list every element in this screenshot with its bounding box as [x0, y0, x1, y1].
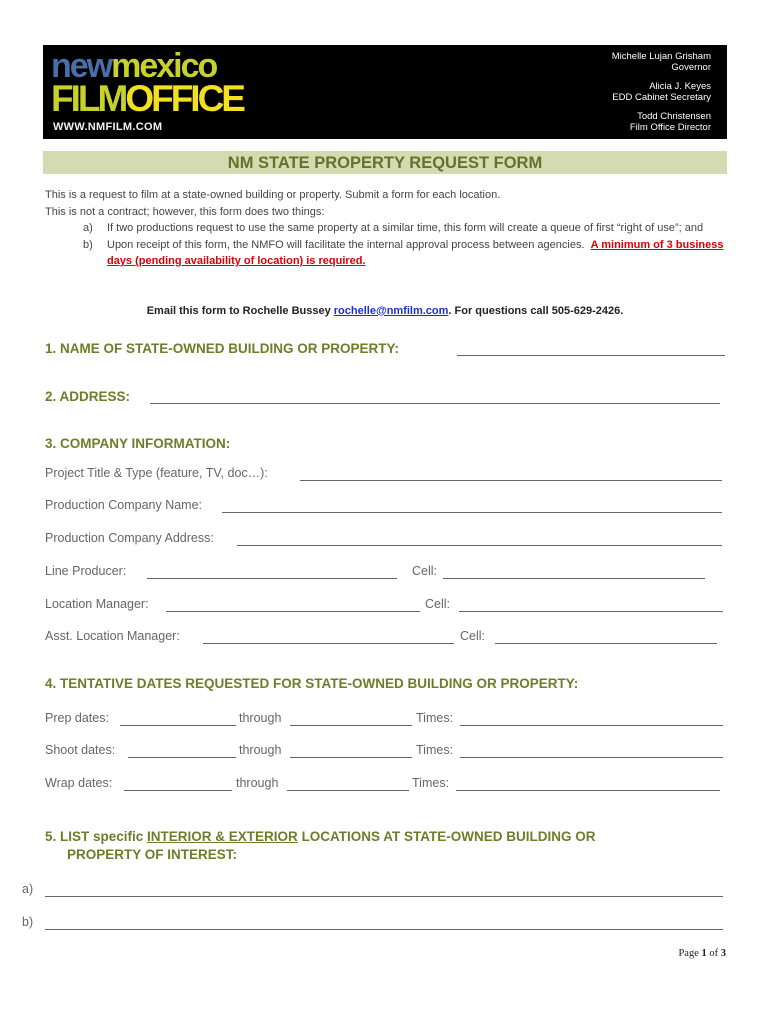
section-5-heading: 5. LIST specific INTERIOR & EXTERIOR LOCATIONS AT STATE-OWNED BUILDING OR PROPERTY OF INTEREST:: [45, 829, 596, 862]
wrap-times-field[interactable]: [456, 778, 720, 791]
minimum-notice: A minimum of 3 business days (pending availability of location) is required.: [107, 238, 724, 267]
section-2-heading: 2. ADDRESS:: [45, 389, 131, 404]
location-a-label: a): [22, 882, 34, 896]
wrap-end-field[interactable]: [287, 778, 409, 791]
page-number: Page 1 of 3: [678, 948, 726, 959]
logo-line2: FILMOFFICE: [51, 78, 243, 119]
prep-times-label: Times:: [416, 711, 454, 725]
shoot-times-field[interactable]: [460, 745, 723, 758]
shoot-times-label: Times:: [416, 743, 454, 757]
official-film-director: Todd Christensen Film Office Director: [629, 111, 711, 133]
address-field[interactable]: [150, 391, 720, 404]
location-manager-cell-field[interactable]: [459, 599, 723, 612]
shoot-dates-label: Shoot dates:: [45, 743, 116, 757]
form-title: NM STATE PROPERTY REQUEST FORM: [43, 151, 727, 174]
production-company-label: Production Company Name:: [45, 498, 203, 512]
line-producer-label: Line Producer:: [45, 564, 127, 578]
logo-line1: newmexico: [51, 47, 217, 85]
location-b-field[interactable]: [45, 917, 723, 930]
intro-line1: This is a request to film at a state-owned building or property. Submit a form for each location.: [45, 189, 501, 201]
location-a-field[interactable]: [45, 884, 723, 897]
nm-film-office-logo: [51, 47, 243, 135]
intro-line2: This is not a contract; however, this form does two things:: [45, 205, 325, 218]
asst-location-manager-field[interactable]: [203, 631, 454, 644]
email-link[interactable]: rochelle@nmfilm.com: [333, 305, 449, 317]
shoot-through-label: through: [239, 743, 282, 757]
wrap-times-label: Times:: [412, 776, 450, 790]
prep-through-label: through: [239, 711, 282, 725]
intro-item-b: b) Upon receipt of this form, the NMFO will facilitate the internal approval process between agencies. A minimum of 3 business days (pending availability of location) is required.: [83, 238, 724, 267]
line-producer-field[interactable]: [147, 566, 397, 579]
project-title-label: Project Title & Type (feature, TV, doc…):: [45, 466, 268, 480]
property-name-field[interactable]: [457, 343, 725, 356]
prep-end-field[interactable]: [290, 713, 412, 726]
section-1-heading: 1. NAME OF STATE-OWNED BUILDING OR PROPERTY:: [45, 341, 399, 356]
location-manager-cell-label: Cell:: [425, 597, 451, 611]
location-b-label: b): [22, 915, 34, 929]
shoot-end-field[interactable]: [290, 745, 412, 758]
production-company-field[interactable]: [222, 500, 722, 513]
intro-text: [45, 187, 725, 270]
email-instructions: Email this form to Rochelle Bussey rochelle@nmfilm.com. For questions call 505-629-2426.: [146, 305, 624, 317]
prep-dates-label: Prep dates:: [45, 711, 109, 725]
asst-location-manager-label: Asst. Location Manager:: [45, 629, 180, 643]
logo-url: WWW.NMFILM.COM: [53, 121, 163, 133]
asst-location-manager-cell-label: Cell:: [460, 629, 486, 643]
wrap-dates-label: Wrap dates:: [45, 776, 113, 790]
prep-times-field[interactable]: [460, 713, 723, 726]
line-producer-cell-label: Cell:: [412, 564, 438, 578]
wrap-start-field[interactable]: [124, 778, 232, 791]
officials-list: [612, 51, 711, 141]
intro-list: [45, 220, 725, 270]
wrap-through-label: through: [236, 776, 279, 790]
section-4-heading: 4. TENTATIVE DATES REQUESTED FOR STATE-OWNED BUILDING OR PROPERTY:: [45, 676, 579, 691]
prep-start-field[interactable]: [120, 713, 236, 726]
section-3-heading: 3. COMPANY INFORMATION:: [45, 436, 231, 451]
location-manager-label: Location Manager:: [45, 597, 149, 611]
production-address-field[interactable]: [237, 533, 722, 546]
production-address-label: Production Company Address:: [45, 531, 214, 545]
header-banner: [43, 45, 727, 139]
line-producer-cell-field[interactable]: [443, 566, 705, 579]
project-title-field[interactable]: [300, 468, 722, 481]
official-governor: Michelle Lujan Grisham Governor: [611, 51, 711, 73]
asst-location-manager-cell-field[interactable]: [495, 631, 717, 644]
official-cabinet-secretary: Alicia J. Keyes EDD Cabinet Secretary: [612, 81, 711, 103]
shoot-start-field[interactable]: [128, 745, 236, 758]
intro-item-a: a) If two productions request to use the same property at a similar time, this form will create a queue of first “right of use”; and: [83, 222, 704, 234]
location-manager-field[interactable]: [166, 599, 420, 612]
